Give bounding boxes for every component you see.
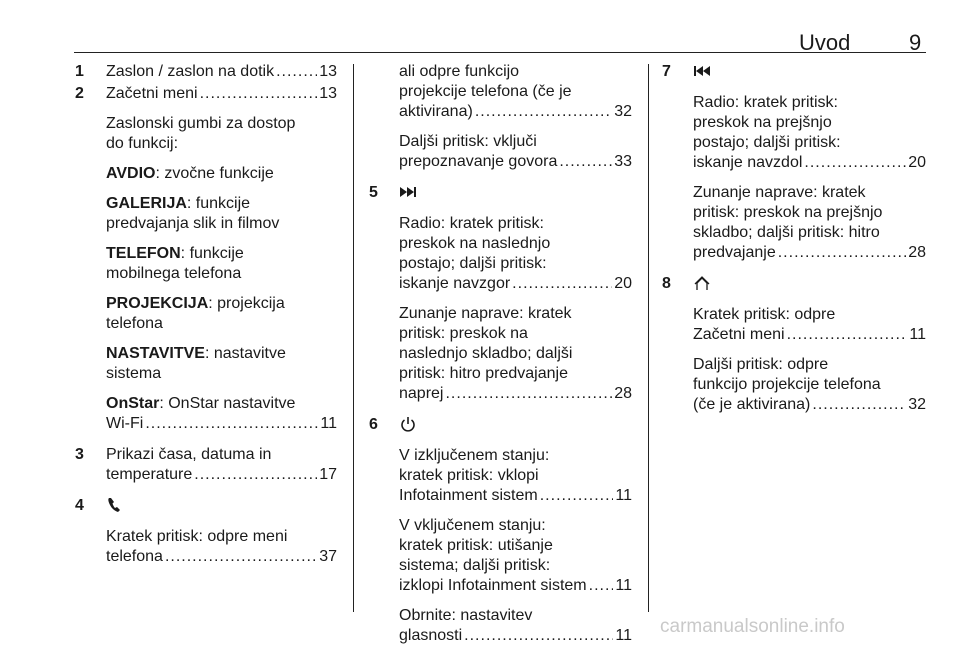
entry-1 <box>75 62 337 82</box>
page-ref: 32 <box>908 396 926 413</box>
external-devices-item: Zunanje naprave: kratek pritisk: preskok na naslednjo skladbo; daljši pritisk: hitro predvajanje naprej ..... 28 <box>399 304 632 404</box>
toc-line: Začetni meni ..... 11 <box>693 325 926 345</box>
page-ref: 33 <box>614 153 632 170</box>
phone-handset-icon <box>106 496 124 514</box>
entry-6 <box>369 415 632 646</box>
long-press-item: Daljši pritisk: vključi prepoznavanje govora ..... 33 <box>399 132 632 172</box>
external-devices-item: Zunanje naprave: kratek pritisk: preskok na prejšnjo skladbo; daljši pritisk: hitro predvajanje ..... 28 <box>693 183 926 263</box>
entry-7 <box>662 62 926 263</box>
page-ref: 11 <box>909 326 926 343</box>
entry-5 <box>369 183 632 404</box>
entry-4: 4 Kratek pritisk: odpre meni telefona ..... 37 <box>75 496 337 567</box>
entry-3: 3 Prikazi časa, datuma in temperature ..... 17 <box>75 445 337 485</box>
toc-line: Začetni meni ..... 13 <box>106 84 337 104</box>
short-press-item: Kratek pritisk: odpre Začetni meni ..... 11 <box>693 305 926 345</box>
galerija-item: GALERIJA: funkcije predvajanja slik in filmov <box>106 195 280 232</box>
toc-line: Zaslon / zaslon na dotik ..... 13 <box>106 62 337 82</box>
page-ref: 13 <box>319 63 337 80</box>
entry-number: 6 <box>369 416 378 433</box>
radio-item: Radio: kratek pritisk: preskok na prejšnjo postajo; daljši pritisk: iskanje navzdol ..... 20 <box>693 93 926 173</box>
entry-8 <box>662 274 926 415</box>
toc-line: aktivirana) ..... 32 <box>399 102 632 122</box>
page-number: 9 <box>909 30 922 55</box>
entry-number: 4 <box>75 497 84 514</box>
previous-track-icon <box>693 62 711 80</box>
page-ref: 11 <box>320 415 337 432</box>
telefon-item: TELEFON: funkcije mobilnega telefona <box>106 245 244 282</box>
page-header <box>0 30 960 54</box>
page-ref: 28 <box>908 244 926 261</box>
column-divider-2 <box>648 64 649 612</box>
entry-2 <box>75 84 337 434</box>
entry-number: 2 <box>75 85 84 102</box>
toc-line: izklopi Infotainment sistem ..... 11 <box>399 576 632 596</box>
off-state-item: V izključenem stanju: kratek pritisk: vklopi Infotainment sistem ..... 11 <box>399 446 632 506</box>
entry-number: 5 <box>369 184 378 201</box>
projekcija-item: PROJEKCIJA: projekcija telefona <box>106 295 285 332</box>
page-ref: 37 <box>319 548 337 565</box>
entry-number: 8 <box>662 275 671 292</box>
toc-line: telefona ..... 37 <box>106 547 337 567</box>
toc-line: iskanje navzgor ..... 20 <box>399 274 632 294</box>
page-ref: 11 <box>615 577 632 594</box>
on-state-item: V vključenem stanju: kratek pritisk: utišanje sistema; daljši pritisk: izklopi Infotainment sistem ..... 11 <box>399 516 632 596</box>
entry-number: 1 <box>75 63 84 80</box>
toc-line: predvajanje ..... 28 <box>693 243 926 263</box>
toc-line: iskanje navzdol ..... 20 <box>693 153 926 173</box>
power-icon <box>399 415 417 433</box>
entry-number: 3 <box>75 446 84 463</box>
radio-item: Radio: kratek pritisk: preskok na naslednjo postajo; daljši pritisk: iskanje navzgor ..... 20 <box>399 214 632 294</box>
toc-line: Wi-Fi ..... 11 <box>106 414 337 434</box>
column-1 <box>75 62 337 578</box>
page-ref: 13 <box>319 85 337 102</box>
onstar-item: OnStar: OnStar nastavitve Wi-Fi ..... 11 <box>106 394 337 434</box>
watermark: carmanualsonline.info <box>660 616 845 637</box>
entry-4-continued: ali odpre funkcijo projekcije telefona (če je aktivirana) ..... 32 <box>399 62 632 122</box>
home-icon <box>693 274 711 292</box>
volume-item: Obrnite: nastavitev glasnosti ..... 11 <box>399 606 632 646</box>
page-ref: 17 <box>319 466 337 483</box>
toc-line: temperature ..... 17 <box>106 465 337 485</box>
page-ref: 20 <box>614 275 632 292</box>
toc-line: (če je aktivirana) ..... 32 <box>693 395 926 415</box>
column-3 <box>662 62 926 426</box>
header-rule <box>74 52 926 53</box>
page-ref: 20 <box>908 154 926 171</box>
column-divider-1 <box>353 64 354 612</box>
toc-line: Infotainment sistem ..... 11 <box>399 486 632 506</box>
page-ref: 11 <box>615 487 632 504</box>
page-title: Uvod <box>799 30 851 55</box>
toc-line: naprej ..... 28 <box>399 384 632 404</box>
long-press-item: Daljši pritisk: odpre funkcijo projekcije telefona (če je aktivirana) ..... 32 <box>693 355 926 415</box>
next-track-icon <box>399 183 417 201</box>
page-ref: 32 <box>614 103 632 120</box>
avdio-item: AVDIO: zvočne funkcije <box>106 165 274 182</box>
page-ref: 11 <box>615 627 632 644</box>
page-ref: 28 <box>614 385 632 402</box>
toc-line: prepoznavanje govora ..... 33 <box>399 152 632 172</box>
toc-line: glasnosti ..... 11 <box>399 626 632 646</box>
column-2 <box>369 62 632 657</box>
entry-number: 7 <box>662 63 671 80</box>
nastavitve-item: NASTAVITVE: nastavitve sistema <box>106 345 286 382</box>
intro-text: Zaslonski gumbi za dostop do funkcij: <box>106 115 296 152</box>
